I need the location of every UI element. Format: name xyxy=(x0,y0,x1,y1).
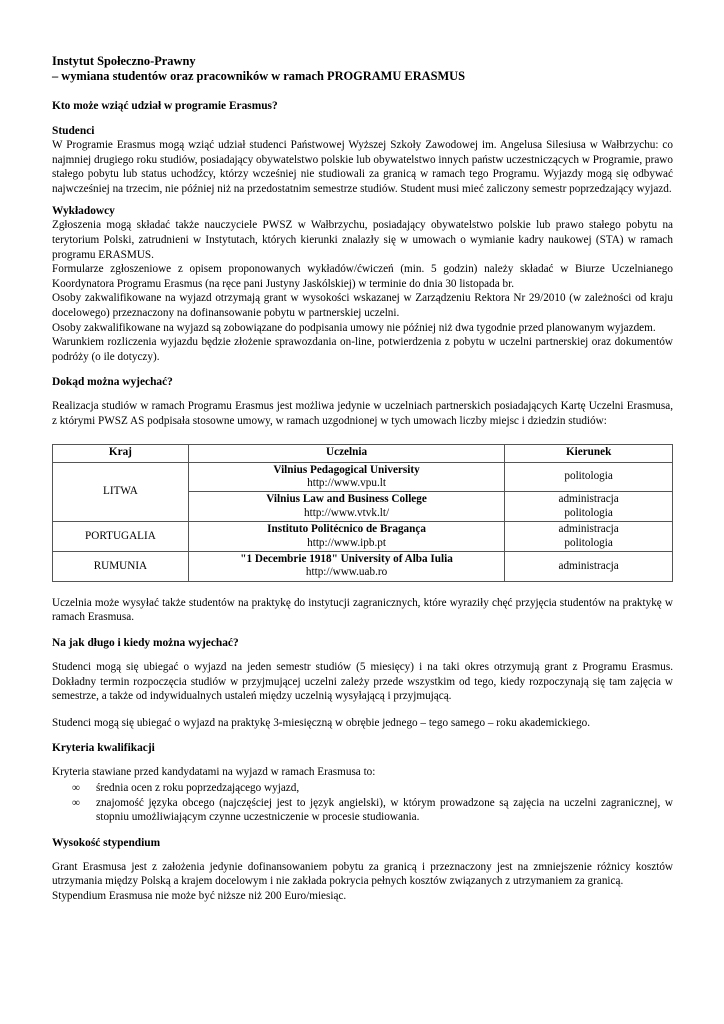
lecturers-paragraph-1: Zgłoszenia mogą składać także nauczyciele PWSZ w Wałbrzychu, posiadający obywatelstwo polskie lub prawo stałego pobytu na terytorium Polski, zatrudnieni w Instytutach, których kierunki znalazły się w umowach o wymianie kadry naukowej (STA) w ramach programu ERASMUS. xyxy=(52,219,673,261)
section-heading-duration: Na jak długo i kiedy można wyjechać? xyxy=(52,636,239,649)
country-cell: RUMUNIA xyxy=(53,551,189,581)
column-header-university: Uczelnia xyxy=(188,444,504,462)
stipend-paragraph-2: Stypendium Erasmusa nie może być niższe niż 200 Euro/miesiąc. xyxy=(52,889,347,902)
section-heading-where: Dokąd można wyjechać? xyxy=(52,376,173,389)
section-heading-stipend: Wysokość stypendium xyxy=(52,836,161,849)
partner-universities-table xyxy=(52,444,673,582)
column-header-field: Kierunek xyxy=(505,444,673,462)
country-cell: PORTUGALIA xyxy=(53,522,189,552)
list-item xyxy=(52,781,673,796)
university-name: "1 Decembrie 1918" University of Alba Iulia xyxy=(240,552,453,565)
stipend-paragraph-1: Grant Erasmusa jest z założenia jedynie dofinansowaniem pobytu za granicą i przeznaczony jest na zmniejszenie różnicy kosztów utrzymania między Polską a krajem docelowym i nie zakłada pokrycia pełnych kosztów związanych z utrzymaniem za granicą. xyxy=(52,860,673,888)
criteria-item-text: średnia ocen z roku poprzedzającego wyjazd, xyxy=(96,781,300,794)
subheading-students: Studenci xyxy=(52,125,95,137)
field-cell: administracja politologia xyxy=(505,522,673,552)
section-heading-who: Kto może wziąć udział w programie Erasmus? xyxy=(52,100,278,112)
table-header-row xyxy=(53,444,673,462)
university-url: http://www.vtvk.lt/ xyxy=(304,506,390,519)
table-row xyxy=(53,522,673,552)
university-url: http://www.uab.ro xyxy=(305,566,388,579)
university-url: http://www.vpu.lt xyxy=(307,476,386,489)
students-paragraph: W Programie Erasmus mogą wziąć udział studenci Państwowej Wyższej Szkoły Zawodowej im. Angelusa Silesiusa w Wałbrzychu: co najmniej drugiego roku studiów, posiadający obywatelstwo polskie lub obywatelstwo innych państw uczestniczących w Programie, prawo stałego pobytu lub status uchodźcy, którzy wcześniej nie studiowali za granicą w ramach tego Programu. Wyjazdy mogą się odbywać najwcześniej na trzecim, nie później niż na przedostatnim semestrze studiów. Student musi mieć zaliczony semestr poprzedzający wyjazd. xyxy=(52,139,673,195)
field-cell: administracja xyxy=(505,551,673,581)
duration-paragraph-1: Studenci mogą się ubiegać o wyjazd na jeden semestr studiów (5 miesięcy) i na taki okres otrzymują grant z Programu Erasmus. Dokładny termin rozpoczęcia studiów w przyjmującej uczelni zależy przede wszystkim od tego, kiedy rozpoczynają się tam zajęcia w semestrze, a także od indywidualnych ustaleń między uczelnią wysyłającą i przyjmującą. xyxy=(52,660,673,703)
lecturers-paragraph-4: Osoby zakwalifikowane na wyjazd są zobowiązane do podpisania umowy nie później niż dwa tygodnie przed planowanym wyjazdem. xyxy=(52,321,656,334)
where-intro-paragraph: Realizacja studiów w ramach Programu Erasmus jest możliwa jedynie w uczelniach partnerskich posiadających Kartę Uczelni Erasmusa, z którymi PWSZ AS podpisała stosowne umowy, w ramach uzgodnionej w tych umowach liczby miejsc i dziedzin studiów: xyxy=(52,400,673,427)
lecturers-paragraph-3: Osoby zakwalifikowane na wyjazd otrzymają grant w wysokości wskazanej w Zarządzeniu Rektora Nr 29/2010 (w zależności od kraju docelowego) przeznaczony na dofinansowanie pobytu w partnerskiej uczelni. xyxy=(52,292,673,319)
university-url: http://www.ipb.pt xyxy=(307,536,386,549)
section-heading-criteria: Kryteria kwalifikacji xyxy=(52,742,155,755)
university-name: Vilnius Law and Business College xyxy=(266,493,427,506)
table-row xyxy=(53,462,673,492)
document-title-line2: – wymiana studentów oraz pracowników w ramach PROGRAMU ERASMUS xyxy=(52,69,466,83)
field-cell: administracja politologia xyxy=(505,492,673,522)
criteria-item-text: znajomość języka obcego (najczęściej jest to język angielski), w którym prowadzone są zajęcia na uczelni zagranicznej, w stopniu umożliwiającym czynne uczestniczenie w procesie studiowania. xyxy=(96,796,673,824)
subheading-lecturers: Wykładowcy xyxy=(52,205,115,218)
university-cell xyxy=(188,492,504,522)
criteria-list xyxy=(52,781,673,825)
list-item xyxy=(52,796,673,825)
university-cell xyxy=(188,551,504,581)
field-cell: politologia xyxy=(505,462,673,492)
document-page xyxy=(52,54,673,903)
university-name: Instituto Politécnico de Bragança xyxy=(267,523,426,536)
table-row xyxy=(53,551,673,581)
column-header-country: Kraj xyxy=(53,444,189,462)
internship-paragraph: Uczelnia może wysyłać także studentów na praktykę do instytucji zagranicznych, które wyraziły chęć przyjęcia studentów na praktykę w ramach Erasmusa. xyxy=(52,596,673,624)
criteria-intro: Kryteria stawiane przed kandydatami na wyjazd w ramach Erasmusa to: xyxy=(52,766,376,779)
document-title-line1: Instytut Społeczno-Prawny xyxy=(52,54,196,68)
university-cell xyxy=(188,462,504,492)
country-cell: LITWA xyxy=(53,462,189,522)
infinity-bullet-icon: ∞ xyxy=(72,796,80,809)
university-cell xyxy=(188,522,504,552)
lecturers-paragraph-5: Warunkiem rozliczenia wyjazdu będzie złożenie sprawozdania on-line, potwierdzenia z pobytu w uczelni partnerskiej oraz dokumentów podróży (o ile dotyczy). xyxy=(52,336,673,363)
lecturers-paragraph-2: Formularze zgłoszeniowe z opisem proponowanych wykładów/ćwiczeń (min. 5 godzin) należy składać w Biurze Uczelnianego Koordynatora Programu Erasmus (na ręce pani Justyny Jaskólskiej) w terminie do dnia 30 listopada br. xyxy=(52,263,673,290)
duration-paragraph-2: Studenci mogą się ubiegać o wyjazd na praktykę 3-miesięczną w obrębie jednego – tego samego – roku akademickiego. xyxy=(52,716,591,729)
infinity-bullet-icon: ∞ xyxy=(72,781,80,794)
university-name: Vilnius Pedagogical University xyxy=(273,463,420,476)
